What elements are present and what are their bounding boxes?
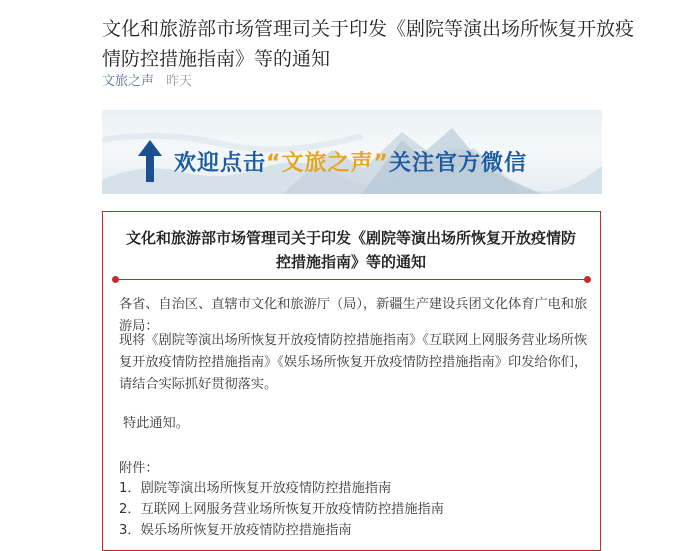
banner-text-account: “文旅之声” <box>266 151 389 176</box>
attachments-label: 附件： <box>119 461 159 476</box>
notice-salutation: 各省、自治区、直辖市文化和旅游厅（局），新疆生产建设兵团文化体育广电和旅游局： <box>119 297 588 334</box>
notice-title: 文化和旅游部市场管理司关于印发《剧院等演出场所恢复开放疫情防控措施指南》等的通知 <box>125 229 576 271</box>
banner-text <box>174 146 527 177</box>
divider-dot-right <box>584 276 591 283</box>
banner-text-welcome: 欢迎点击 <box>174 151 267 176</box>
title-divider <box>115 279 589 280</box>
account-link[interactable]: 文旅之声 <box>102 74 155 89</box>
attachment-item: 2．互联网上网服务营业场所恢复开放疫情防控措施指南 <box>119 502 444 517</box>
banner-text-follow: 关注官方微信 <box>388 151 527 176</box>
attachment-item: 3．娱乐场所恢复开放疫情防控措施指南 <box>119 523 352 538</box>
follow-banner[interactable] <box>102 110 602 194</box>
notice-box <box>102 211 601 551</box>
notice-body: 现将《剧院等演出场所恢复开放疫情防控措施指南》《互联网上网服务营业场所恢复开放疫情防控措施指南》《娱乐场所恢复开放疫情防控措施指南》印发给你们，请结合实际抓好贯彻落实。 <box>119 333 588 392</box>
article-meta <box>102 73 192 91</box>
publish-time: 昨天 <box>166 74 193 89</box>
notice-closing: 特此通知。 <box>123 416 189 431</box>
attachment-list <box>119 478 589 541</box>
attachment-item: 1．剧院等演出场所恢复开放疫情防控措施指南 <box>119 481 392 496</box>
article-title: 文化和旅游部市场管理司关于印发《剧院等演出场所恢复开放疫情防控措施指南》等的通知 <box>102 18 635 70</box>
